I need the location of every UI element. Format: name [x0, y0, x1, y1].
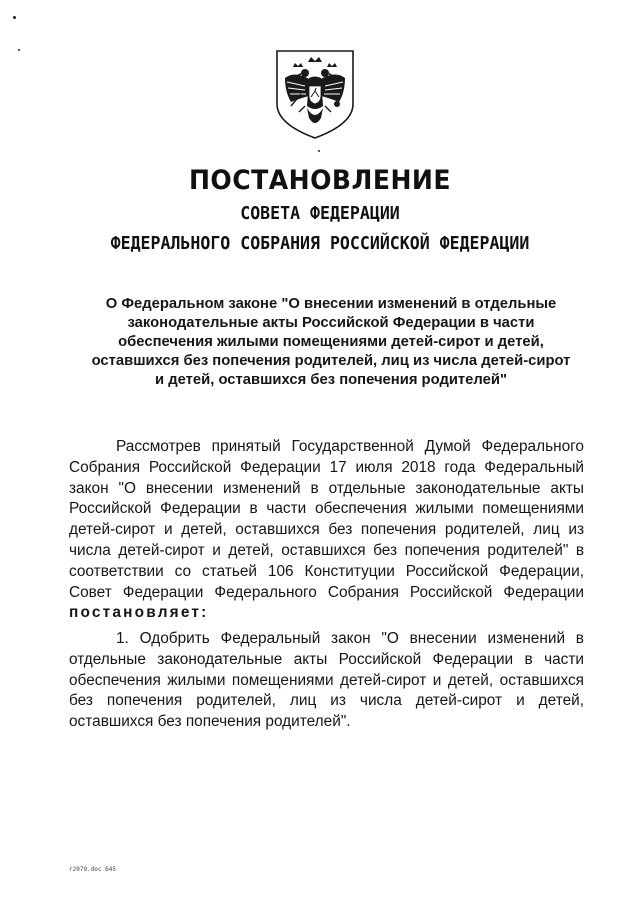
russian-coat-of-arms-icon: [271, 48, 359, 140]
preamble-paragraph: [69, 437, 584, 624]
scan-speck: [318, 150, 320, 152]
clause-1-paragraph: 1. Одобрить Федеральный закон "О внесении изменений в отдельные законодательные акты Российской Федерации в части обеспечения жилыми помещениями детей-сирот и детей, оставшихся без попечения родителей, лиц из числа детей-сирот и детей, оставшихся без попечения родителей".: [69, 630, 584, 731]
coat-of-arms-emblem: [271, 48, 359, 140]
document-subject: О Федеральном законе "О внесении изменений в отдельные законодательные акты Российской Федерации в части обеспечения жилыми помещениями детей-сирот и детей, оставшихся без попечения родителей, лиц из числа детей-сирот и детей, оставшихся без попечения родителей": [91, 296, 571, 388]
document-issuer-line2: ФЕДЕРАЛЬНОГО СОБРАНИЯ РОССИЙСКОЙ ФЕДЕРАЦИИ: [110, 233, 530, 254]
resolves-keyword: постановляет:: [69, 604, 209, 622]
scan-speck: [18, 49, 20, 51]
file-reference-code: r2079.doc 645: [69, 866, 116, 873]
preamble-text: Рассмотрев принятый Государственной Думой Федерального Собрания Российской Федерации 17 июля 2018 года Федеральный закон "О внесении изменений в отдельные законодательные акты Российской Федерации в части обеспечения жилыми помещениями детей-сирот и детей, оставшихся без попечения родителей, лиц из числа детей-сирот и детей, оставшихся без попечения родителей" в соответствии со статьей 106 Конституции Российской Федерации, Совет Федерации Федерального Собрания Российской Федерации: [69, 438, 584, 601]
scan-speck: [13, 16, 16, 19]
document-title: ПОСТАНОВЛЕНИЕ: [188, 165, 452, 196]
document-issuer-line1: СОВЕТА ФЕДЕРАЦИИ: [240, 203, 400, 224]
